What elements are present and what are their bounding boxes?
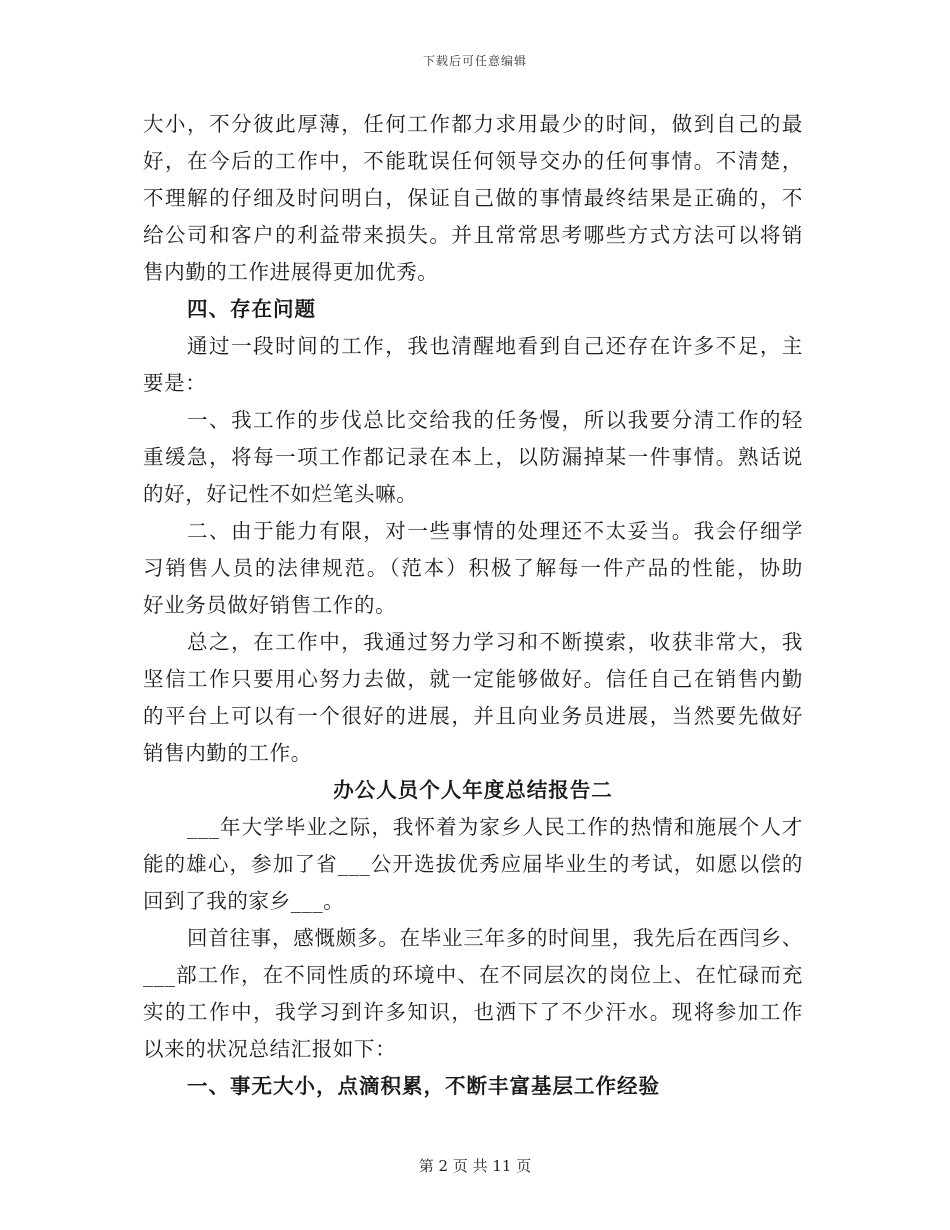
text-line: 一、我工作的步伐总比交给我的任务慢，所以我要分清工作的轻 — [187, 408, 803, 432]
text-line: 以来的状况总结汇报如下： — [143, 1037, 397, 1061]
text-line: 通过一段时间的工作，我也清醒地看到自己还存在许多不足，主 — [187, 334, 803, 358]
text-line: 售内勤的工作进展得更加优秀。 — [143, 260, 439, 284]
text-line: ___部工作，在不同性质的环境中、在不同层次的岗位上、在忙碌而充 — [143, 963, 803, 987]
text-line: 实的工作中，我学习到许多知识，也洒下了不少汗水。现将参加工作 — [143, 1000, 803, 1024]
paragraph-issue-two — [143, 513, 803, 624]
text-line: 的好，好记性不如烂笔头嘛。 — [143, 482, 418, 506]
text-line: 二、由于能力有限，对一些事情的处理还不太妥当。我会仔细学 — [187, 519, 803, 543]
text-line: 回到了我的家乡___。 — [143, 889, 345, 913]
text-line: ___年大学毕业之际，我怀着为家乡人民工作的热情和施展个人才 — [187, 815, 803, 839]
text-line: 总之，在工作中，我通过努力学习和不断摸索，收获非常大，我 — [187, 630, 803, 654]
text-line: 习销售人员的法律规范。（范本）积极了解每一件产品的性能，协助 — [143, 556, 803, 580]
section-heading-issues: 四、存在问题 — [187, 297, 316, 321]
paragraph-graduation — [143, 809, 803, 920]
text-line: 的平台上可以有一个很好的进展，并且向业务员进展，当然要先做好 — [143, 704, 803, 728]
paragraph-retrospect — [143, 920, 803, 1068]
text-line: 好，在今后的工作中，不能耽误任何领导交办的任何事情。不清楚， — [143, 149, 803, 173]
page-header: 下载后可任意编辑 — [422, 54, 527, 68]
page-footer: 第 2 页 共 11 页 — [418, 1157, 532, 1175]
document-body — [143, 106, 803, 1105]
text-line: 重缓急，将每一项工作都记录在本上，以防漏掉某一件事情。熟话说 — [143, 445, 803, 469]
text-line: 要是： — [143, 371, 207, 395]
text-line: 能的雄心，参加了省___公开选拔优秀应届毕业生的考试，如愿以偿的 — [143, 852, 803, 876]
paragraph-continuation — [143, 106, 803, 291]
paragraph-issue-one — [143, 402, 803, 513]
document-title: 办公人员个人年度总结报告二 — [333, 778, 613, 802]
text-line: 给公司和客户的利益带来损失。并且常常思考哪些方式方法可以将销 — [143, 223, 803, 247]
text-line: 回首往事，感慨颇多。在毕业三年多的时间里，我先后在西闫乡、 — [187, 926, 803, 950]
text-line: 坚信工作只要用心努力去做，就一定能够做好。信任自己在销售内勤 — [143, 667, 803, 691]
text-line: 销售内勤的工作。 — [143, 741, 312, 765]
paragraph-conclusion — [143, 624, 803, 772]
text-line: 大小，不分彼此厚薄，任何工作都力求用最少的时间，做到自己的最 — [143, 112, 803, 136]
text-line: 不理解的仔细及时问明白，保证自己做的事情最终结果是正确的，不 — [143, 186, 803, 210]
text-line: 好业务员做好销售工作的。 — [143, 593, 397, 617]
section-heading-one: 一、事无大小，点滴积累，不断丰富基层工作经验 — [187, 1074, 660, 1098]
paragraph-issues-intro — [143, 328, 803, 402]
